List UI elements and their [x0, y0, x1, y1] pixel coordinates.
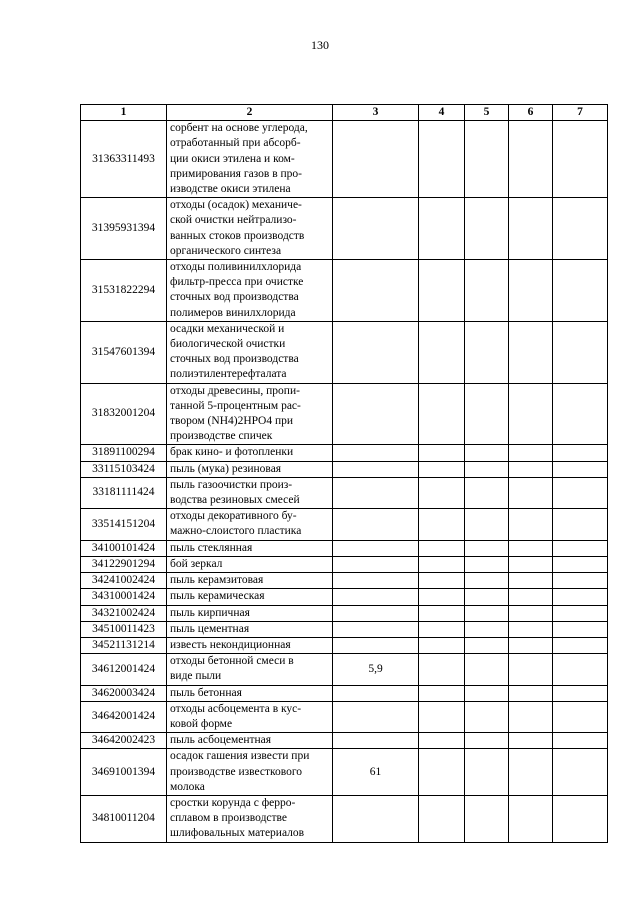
table-row	[81, 654, 608, 685]
value-cell-col-6	[509, 685, 553, 701]
table-row	[81, 605, 608, 621]
value-cell-col-4	[419, 605, 465, 621]
waste-name-line: пыль газоочистки произ-	[170, 478, 293, 491]
value-cell-col-4	[419, 321, 465, 383]
waste-code-cell: 31832001204	[81, 383, 167, 445]
waste-name-line: отходы асбоцемента в кус-	[170, 702, 302, 715]
value-cell-col-5	[465, 685, 509, 701]
value-cell-col-3	[333, 445, 419, 461]
value-cell-col-3	[333, 321, 419, 383]
value-cell-col-4	[419, 121, 465, 198]
waste-name-line: пыль стеклянная	[170, 541, 253, 554]
waste-code-cell: 31891100294	[81, 445, 167, 461]
value-cell-col-3	[333, 621, 419, 637]
table-row	[81, 685, 608, 701]
waste-name-line: ванных стоков производств	[170, 229, 305, 242]
value-cell-col-4	[419, 198, 465, 260]
value-cell-col-5	[465, 733, 509, 749]
value-cell-col-5	[465, 509, 509, 540]
value-cell-col-5	[465, 795, 509, 842]
table-row	[81, 477, 608, 508]
waste-name-cell	[167, 605, 333, 621]
waste-name-cell	[167, 445, 333, 461]
value-cell-col-4	[419, 383, 465, 445]
value-cell-col-6	[509, 749, 553, 796]
waste-code-cell: 34620003424	[81, 685, 167, 701]
table-row	[81, 121, 608, 198]
waste-name-cell	[167, 733, 333, 749]
waste-name-cell	[167, 589, 333, 605]
waste-name-line: пыль кирпичная	[170, 606, 250, 619]
value-cell-col-4	[419, 477, 465, 508]
value-cell-col-6	[509, 621, 553, 637]
table-row	[81, 445, 608, 461]
value-cell-col-7	[553, 637, 608, 653]
table-row	[81, 383, 608, 445]
waste-code-cell: 31547601394	[81, 321, 167, 383]
waste-name-line: водства резиновых смесей	[170, 494, 300, 507]
value-cell-col-7	[553, 198, 608, 260]
value-cell-col-7	[553, 589, 608, 605]
value-cell-col-4	[419, 589, 465, 605]
waste-name-cell	[167, 509, 333, 540]
waste-name-line: отходы бетонной смеси в	[170, 655, 294, 668]
header-col-7: 7	[553, 105, 608, 121]
value-cell-col-5	[465, 540, 509, 556]
page-number: 130	[311, 38, 329, 52]
value-cell-col-3	[333, 795, 419, 842]
value-cell-col-3	[333, 589, 419, 605]
waste-code-cell: 33514151204	[81, 509, 167, 540]
value-cell-col-6	[509, 477, 553, 508]
value-cell-col-3	[333, 701, 419, 732]
waste-name-cell	[167, 573, 333, 589]
waste-code-cell: 31363311493	[81, 121, 167, 198]
table-row	[81, 509, 608, 540]
waste-name-cell	[167, 540, 333, 556]
value-cell-col-7	[553, 509, 608, 540]
waste-name-line: сплавом в производстве	[170, 812, 288, 825]
value-cell-col-3	[333, 540, 419, 556]
value-cell-col-5	[465, 556, 509, 572]
waste-name-line: отходы (осадок) механиче-	[170, 199, 302, 212]
value-cell-col-7	[553, 445, 608, 461]
value-cell-col-6	[509, 589, 553, 605]
waste-name-line: известь некондиционная	[170, 638, 291, 651]
value-cell-col-6	[509, 121, 553, 198]
waste-name-line: молока	[170, 780, 205, 793]
value-cell-col-6	[509, 605, 553, 621]
header-col-4: 4	[419, 105, 465, 121]
table-row	[81, 795, 608, 842]
waste-name-cell	[167, 260, 333, 322]
waste-code-cell: 34241002424	[81, 573, 167, 589]
waste-name-line: биологической очистки	[170, 338, 286, 351]
waste-name-line: бой зеркал	[170, 557, 223, 570]
value-cell-col-6	[509, 701, 553, 732]
value-cell-col-4	[419, 445, 465, 461]
value-cell-col-3	[333, 685, 419, 701]
value-cell-col-4	[419, 733, 465, 749]
waste-code-cell: 34122901294	[81, 556, 167, 572]
value-cell-col-3	[333, 509, 419, 540]
value-cell-col-5	[465, 321, 509, 383]
waste-name-cell	[167, 654, 333, 685]
value-cell-col-4	[419, 540, 465, 556]
value-cell-col-7	[553, 477, 608, 508]
waste-name-line: пыль (мука) резиновая	[170, 462, 282, 475]
value-cell-col-4	[419, 654, 465, 685]
waste-name-line: ской очистки нейтрализо-	[170, 214, 297, 227]
value-cell-col-5	[465, 445, 509, 461]
header-col-1: 1	[81, 105, 167, 121]
value-cell-col-4	[419, 637, 465, 653]
value-cell-col-3	[333, 637, 419, 653]
value-cell-col-5	[465, 637, 509, 653]
header-col-2: 2	[167, 105, 333, 121]
value-cell-col-7	[553, 540, 608, 556]
value-cell-col-7	[553, 260, 608, 322]
value-cell-col-5	[465, 701, 509, 732]
value-cell-col-6	[509, 445, 553, 461]
value-cell-col-6	[509, 540, 553, 556]
value-cell-col-4	[419, 749, 465, 796]
value-cell-col-5	[465, 573, 509, 589]
waste-name-line: твором (NH4)2HPO4 при	[170, 415, 294, 428]
waste-name-cell	[167, 383, 333, 445]
value-cell-col-4	[419, 795, 465, 842]
value-cell-col-7	[553, 321, 608, 383]
waste-code-cell: 33181111424	[81, 477, 167, 508]
waste-code-cell: 34521131214	[81, 637, 167, 653]
waste-name-line: сростки корунда с ферро-	[170, 796, 296, 809]
value-cell-col-6	[509, 573, 553, 589]
waste-code-cell: 34810011204	[81, 795, 167, 842]
value-cell-col-4	[419, 260, 465, 322]
waste-name-cell	[167, 621, 333, 637]
waste-name-line: отходы древесины, пропи-	[170, 384, 300, 397]
waste-name-line: пыль керамзитовая	[170, 574, 264, 587]
table-row	[81, 540, 608, 556]
waste-name-line: производстве известкового	[170, 765, 303, 778]
waste-name-cell	[167, 321, 333, 383]
header-col-5: 5	[465, 105, 509, 121]
waste-name-cell	[167, 795, 333, 842]
waste-name-line: осадок гашения извести при	[170, 750, 310, 763]
waste-code-cell: 33115103424	[81, 461, 167, 477]
waste-name-cell	[167, 749, 333, 796]
waste-name-cell	[167, 701, 333, 732]
table-row	[81, 637, 608, 653]
value-cell-col-6	[509, 383, 553, 445]
waste-code-cell: 34691001394	[81, 749, 167, 796]
value-cell-col-4	[419, 621, 465, 637]
waste-name-line: танной 5-процентным рас-	[170, 399, 301, 412]
value-cell-col-3	[333, 733, 419, 749]
value-cell-col-7	[553, 701, 608, 732]
waste-code-cell: 34642002423	[81, 733, 167, 749]
waste-name-line: виде пыли	[170, 670, 222, 683]
waste-name-line: брак кино- и фотопленки	[170, 446, 294, 459]
value-cell-col-5	[465, 477, 509, 508]
value-cell-col-6	[509, 637, 553, 653]
value-cell-col-5	[465, 621, 509, 637]
value-cell-col-4	[419, 701, 465, 732]
waste-name-line: примирования газов в про-	[170, 167, 302, 180]
waste-code-cell: 34100101424	[81, 540, 167, 556]
waste-name-line: изводстве окиси этилена	[170, 183, 291, 196]
value-cell-col-5	[465, 383, 509, 445]
table-row	[81, 260, 608, 322]
waste-name-cell	[167, 198, 333, 260]
value-cell-col-6	[509, 260, 553, 322]
value-cell-col-6	[509, 509, 553, 540]
waste-name-line: органического синтеза	[170, 244, 282, 257]
waste-name-line: ковой форме	[170, 717, 233, 730]
table-row	[81, 701, 608, 732]
value-cell-col-4	[419, 573, 465, 589]
value-cell-col-5	[465, 654, 509, 685]
value-cell-col-5	[465, 121, 509, 198]
table-row	[81, 621, 608, 637]
value-cell-col-5	[465, 260, 509, 322]
value-cell-col-6	[509, 733, 553, 749]
waste-name-line: пыль цементная	[170, 622, 250, 635]
waste-code-cell: 34321002424	[81, 605, 167, 621]
header-row	[81, 105, 608, 121]
waste-name-line: отходы декоративного бу-	[170, 510, 297, 523]
waste-name-line: сточных вод производства	[170, 291, 299, 304]
value-cell-col-6	[509, 654, 553, 685]
waste-name-line: фильтр-пресса при очистке	[170, 276, 304, 289]
header-col-3: 3	[333, 105, 419, 121]
table-row	[81, 321, 608, 383]
value-cell-col-7	[553, 383, 608, 445]
value-cell-col-4	[419, 509, 465, 540]
value-cell-col-3	[333, 605, 419, 621]
waste-name-line: осадки механической и	[170, 322, 285, 335]
value-cell-col-3	[333, 121, 419, 198]
table-body	[81, 121, 608, 842]
value-cell-col-7	[553, 795, 608, 842]
waste-code-cell: 34510011423	[81, 621, 167, 637]
table-row	[81, 573, 608, 589]
value-cell-col-7	[553, 749, 608, 796]
header-col-6: 6	[509, 105, 553, 121]
table-row	[81, 749, 608, 796]
value-cell-col-3	[333, 198, 419, 260]
value-cell-col-5	[465, 589, 509, 605]
waste-name-line: полимеров винилхлорида	[170, 306, 296, 319]
table-row	[81, 556, 608, 572]
waste-name-cell	[167, 637, 333, 653]
table-row	[81, 733, 608, 749]
waste-code-cell: 31395931394	[81, 198, 167, 260]
value-cell-col-7	[553, 654, 608, 685]
value-cell-col-6	[509, 321, 553, 383]
value-cell-col-7	[553, 556, 608, 572]
value-cell-col-3	[333, 477, 419, 508]
value-cell-col-6	[509, 556, 553, 572]
value-cell-col-6	[509, 198, 553, 260]
waste-name-cell	[167, 461, 333, 477]
value-cell-col-7	[553, 621, 608, 637]
waste-name-line: сорбент на основе углерода,	[170, 122, 308, 135]
waste-name-line: мажно-слоистого пластика	[170, 525, 302, 538]
value-cell-col-7	[553, 573, 608, 589]
waste-code-cell: 31531822294	[81, 260, 167, 322]
value-cell-col-3: 5,9	[333, 654, 419, 685]
value-cell-col-3	[333, 556, 419, 572]
value-cell-col-6	[509, 461, 553, 477]
value-cell-col-7	[553, 461, 608, 477]
table-row	[81, 198, 608, 260]
waste-name-line: шлифовальных материалов	[170, 827, 305, 840]
value-cell-col-7	[553, 685, 608, 701]
waste-code-cell: 34310001424	[81, 589, 167, 605]
table-row	[81, 461, 608, 477]
value-cell-col-3	[333, 260, 419, 322]
value-cell-col-3	[333, 573, 419, 589]
waste-name-line: сточных вод производства	[170, 353, 299, 366]
value-cell-col-7	[553, 733, 608, 749]
value-cell-col-7	[553, 605, 608, 621]
value-cell-col-5	[465, 605, 509, 621]
value-cell-col-3	[333, 461, 419, 477]
waste-name-cell	[167, 477, 333, 508]
waste-name-cell	[167, 121, 333, 198]
waste-code-cell: 34612001424	[81, 654, 167, 685]
waste-classification-table	[80, 104, 608, 843]
value-cell-col-6	[509, 795, 553, 842]
value-cell-col-5	[465, 749, 509, 796]
table-row	[81, 589, 608, 605]
value-cell-col-5	[465, 198, 509, 260]
waste-code-cell: 34642001424	[81, 701, 167, 732]
waste-name-cell	[167, 556, 333, 572]
waste-name-line: пыль асбоцементная	[170, 734, 272, 747]
waste-name-line: производстве спичек	[170, 430, 273, 443]
value-cell-col-3	[333, 383, 419, 445]
value-cell-col-4	[419, 556, 465, 572]
waste-name-line: пыль керамическая	[170, 590, 265, 603]
value-cell-col-5	[465, 461, 509, 477]
value-cell-col-3: 61	[333, 749, 419, 796]
waste-name-line: ции окиси этилена и ком-	[170, 152, 295, 165]
waste-name-line: пыль бетонная	[170, 686, 242, 699]
waste-name-line: отработанный при абсорб-	[170, 137, 301, 150]
value-cell-col-7	[553, 121, 608, 198]
waste-name-line: полиэтилентерефталата	[170, 368, 287, 381]
value-cell-col-4	[419, 685, 465, 701]
waste-name-line: отходы поливинилхлорида	[170, 261, 302, 274]
value-cell-col-4	[419, 461, 465, 477]
waste-name-cell	[167, 685, 333, 701]
